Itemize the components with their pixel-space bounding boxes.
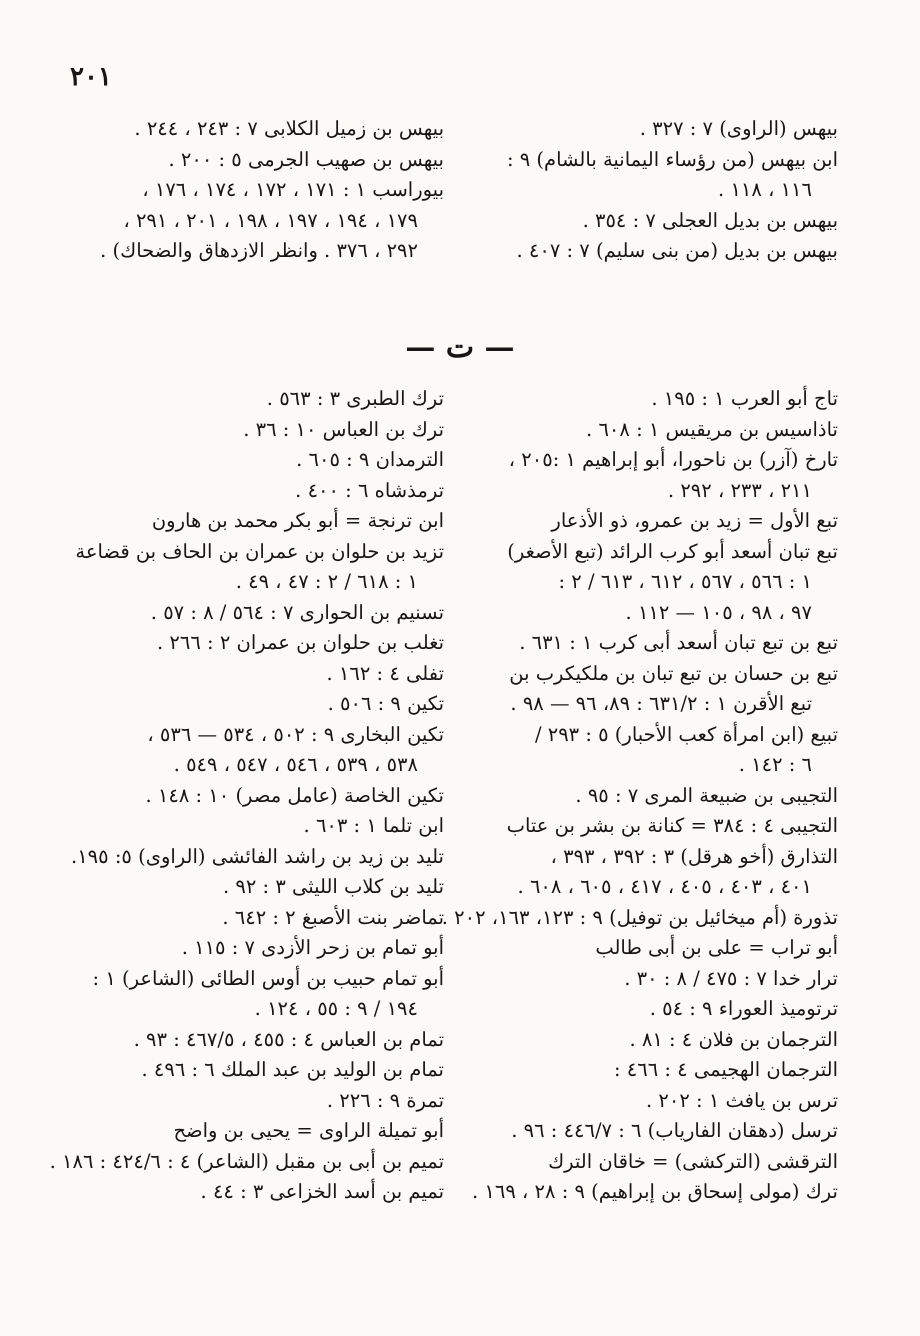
index-entry: تميم بن أسد الخزاعى ٣ : ٤٤ . — [200, 1180, 444, 1203]
index-entry: بيهس (الراوى) ٧ : ٣٢٧ . — [639, 117, 838, 140]
section-heading: — ت — — [405, 330, 515, 365]
index-entry: ١٧٩ ، ١٩٤ ، ١٩٧ ، ١٩٨ ، ٢٠١ ، ٢٩١ ، — [123, 208, 418, 232]
index-entry: أبو تراب = على بن أبى طالب — [595, 936, 838, 959]
index-entry: الترجمان بن فلان ٤ : ٨١ . — [629, 1027, 838, 1051]
index-entry: ٢١١ ، ٢٣٣ ، ٢٩٢ . — [667, 478, 812, 502]
index-entry: ٤٠١ ، ٤٠٣ ، ٤٠٥ ، ٤١٧ ، ٦٠٥ ، ٦٠٨ . — [517, 875, 812, 898]
index-entry: أبو تمام بن زحر الأزدى ٧ : ١١٥ . — [181, 936, 444, 959]
index-entry: ترس بن يافث ١ : ٢٠٢ . — [646, 1088, 838, 1112]
index-entry: الترقشى (التركشى) = خاقان الترك — [548, 1149, 838, 1173]
index-entry: تسنيم بن الحوارى ٧ : ٥٦٤ / ٨ : ٥٧ . — [150, 600, 444, 624]
index-entry: ٦ : ١٤٢ . — [738, 753, 812, 776]
index-entry: تمام بن العباس ٤ : ٤٥٥ ، ٤٦٧/٥ : ٩٣ . — [133, 1027, 444, 1051]
index-entry: ١ : ٥٦٦ ، ٥٦٧ ، ٦١٢ ، ٦١٣ / ٢ : — [558, 570, 812, 593]
index-entry: بيهس بن بديل (من بنى سليم) ٧ : ٤٠٧ . — [516, 239, 838, 262]
index-entry: تبع الأول = زيد بن عمرو، ذو الأذعار — [551, 509, 838, 532]
column-bottom-left — [44, 384, 444, 1208]
index-entry: تمرة ٩ : ٢٢٦ . — [326, 1088, 444, 1112]
index-entry: ١ : ٦١٨ / ٢ : ٤٧ ، ٤٩ . — [235, 570, 418, 593]
index-entry: ترك بن العباس ١٠ : ٣٦ . — [243, 417, 444, 441]
index-entry: تميم بن أبى بن مقبل (الشاعر) ٤ : ٤٢٤/٦ : ١٨٦ . — [49, 1149, 444, 1173]
index-entry: ترار خدا ٧ : ٤٧٥ / ٨ : ٣٠ . — [624, 966, 838, 990]
index-entry: ابن بيهس (من رؤساء اليمانية بالشام) ٩ : — [506, 147, 838, 171]
index-entry: تمام بن الوليد بن عبد الملك ٦ : ٤٩٦ . — [141, 1058, 444, 1081]
index-entry: أبو تمام حبيب بن أوس الطائى (الشاعر) ١ : — [92, 966, 444, 990]
index-entry: تكين البخارى ٩ : ٥٠٢ ، ٥٣٤ — ٥٣٦ ، — [147, 722, 444, 746]
index-entry: ابن تلما ١ : ٦٠٣ . — [303, 814, 444, 837]
index-entry: تزيد بن حلوان بن عمران بن الحاف بن قضاعة — [75, 539, 444, 563]
index-entry: تبيع (ابن امرأة كعب الأحبار) ٥ : ٢٩٣ / — [534, 722, 838, 746]
index-entry: ترك الطبرى ٣ : ٥٦٣ . — [266, 387, 444, 410]
index-entry: بيهس بن بديل العجلى ٧ : ٣٥٤ . — [582, 208, 838, 232]
column-top-left — [64, 114, 444, 267]
index-entry: تبع بن حسان بن تبع تبان بن ملكيكرب بن — [509, 661, 838, 685]
index-entry: ٩٧ ، ٩٨ ، ١٠٥ — ١١٢ . — [625, 600, 812, 624]
index-entry: التجيبى ٤ : ٣٨٤ = كنانة بن بشر بن عتاب — [506, 814, 838, 837]
index-entry: تاج أبو العرب ١ : ١٩٥ . — [651, 387, 838, 410]
index-entry: تكين الخاصة (عامل مصر) ١٠ : ١٤٨ . — [145, 783, 444, 807]
index-entry: الترجمان الهجيمى ٤ : ٤٦٦ : — [614, 1058, 838, 1081]
index-entry: ترمذشاه ٦ : ٤٠٠ . — [295, 478, 444, 502]
index-entry: التذارق (أخو هرقل) ٣ : ٣٩٢ ، ٣٩٣ ، — [550, 844, 838, 868]
index-entry: ترسل (دهقان الفارياب) ٦ : ٤٤٦/٧ : ٩٦ . — [511, 1119, 838, 1142]
index-entry: تغلب بن حلوان بن عمران ٢ : ٢٦٦ . — [157, 631, 444, 654]
column-top-right — [478, 114, 838, 267]
index-entry: تاذاسيس بن مريقيس ١ : ٦٠٨ . — [586, 417, 838, 441]
index-entry: الترمدان ٩ : ٦٠٥ . — [296, 448, 444, 471]
index-entry: تليد بن كلاب الليثى ٣ : ٩٢ . — [223, 875, 444, 898]
index-entry: تفلى ٤ : ١٦٢ . — [326, 661, 444, 685]
index-entry: بيوراسب ١ : ١٧١ ، ١٧٢ ، ١٧٤ ، ١٧٦ ، — [142, 178, 444, 201]
index-entry: تذورة (أم ميخائيل بن توفيل) ٩ : ١٢٣، ١٦٣، ٢٠٢ . — [441, 905, 838, 929]
index-entry: تبع تبان أسعد أبو كرب الرائد (تبع الأصغر) — [507, 539, 838, 563]
index-entry: تكين ٩ : ٥٠٦ . — [327, 692, 444, 715]
index-entry: بيهس بن صهيب الجرمى ٥ : ٢٠٠ . — [168, 147, 444, 171]
index-entry: ترتوميذ العوراء ٩ : ٥٤ . — [649, 997, 838, 1020]
index-entry: التجيبى بن ضبيعة المرى ٧ : ٩٥ . — [575, 783, 838, 807]
index-entry: تبع بن تبع تبان أسعد أبى كرب ١ : ٦٣١ . — [519, 631, 838, 654]
index-entry: ١٩٤ / ٩ : ٥٥ ، ١٢٤ . — [254, 997, 418, 1020]
index-entry: بيهس بن زميل الكلابى ٧ : ٢٤٣ ، ٢٤٤ . — [134, 117, 444, 140]
index-entry: ١١٦ ، ١١٨ . — [718, 178, 812, 201]
index-entry: ٢٩٢ ، ٣٧٦ . وانظر الازدهاق والضحاك) . — [100, 239, 418, 262]
index-entry: تارخ (آزر) بن ناحورا، أبو إبراهيم ١ :٢٠٥ ، — [508, 448, 838, 471]
index-entry: تليد بن زيد بن راشد الفائشى (الراوى) ٥: ١٩٥. — [71, 844, 444, 868]
index-entry: أبو تميلة الراوى = يحيى بن واضح — [173, 1119, 444, 1142]
column-bottom-right — [441, 384, 838, 1208]
index-entry: ابن ترنجة = أبو بكر محمد بن هارون — [151, 509, 444, 532]
index-entry: تبع الأقرن ١ : ٦٣١/٢ : ٨٩، ٩٦ — ٩٨ . — [510, 692, 812, 715]
index-entry: تماضر بنت الأصبغ ٢ : ٦٤٢ . — [222, 905, 444, 929]
index-entry: ٥٣٨ ، ٥٣٩ ، ٥٤٦ ، ٥٤٧ ، ٥٤٩ . — [173, 753, 418, 776]
index-entry: ترك (مولى إسحاق بن إبراهيم) ٩ : ٢٨ ، ١٦٩ . — [472, 1180, 838, 1203]
page-number: ٢٠١ — [70, 62, 112, 92]
